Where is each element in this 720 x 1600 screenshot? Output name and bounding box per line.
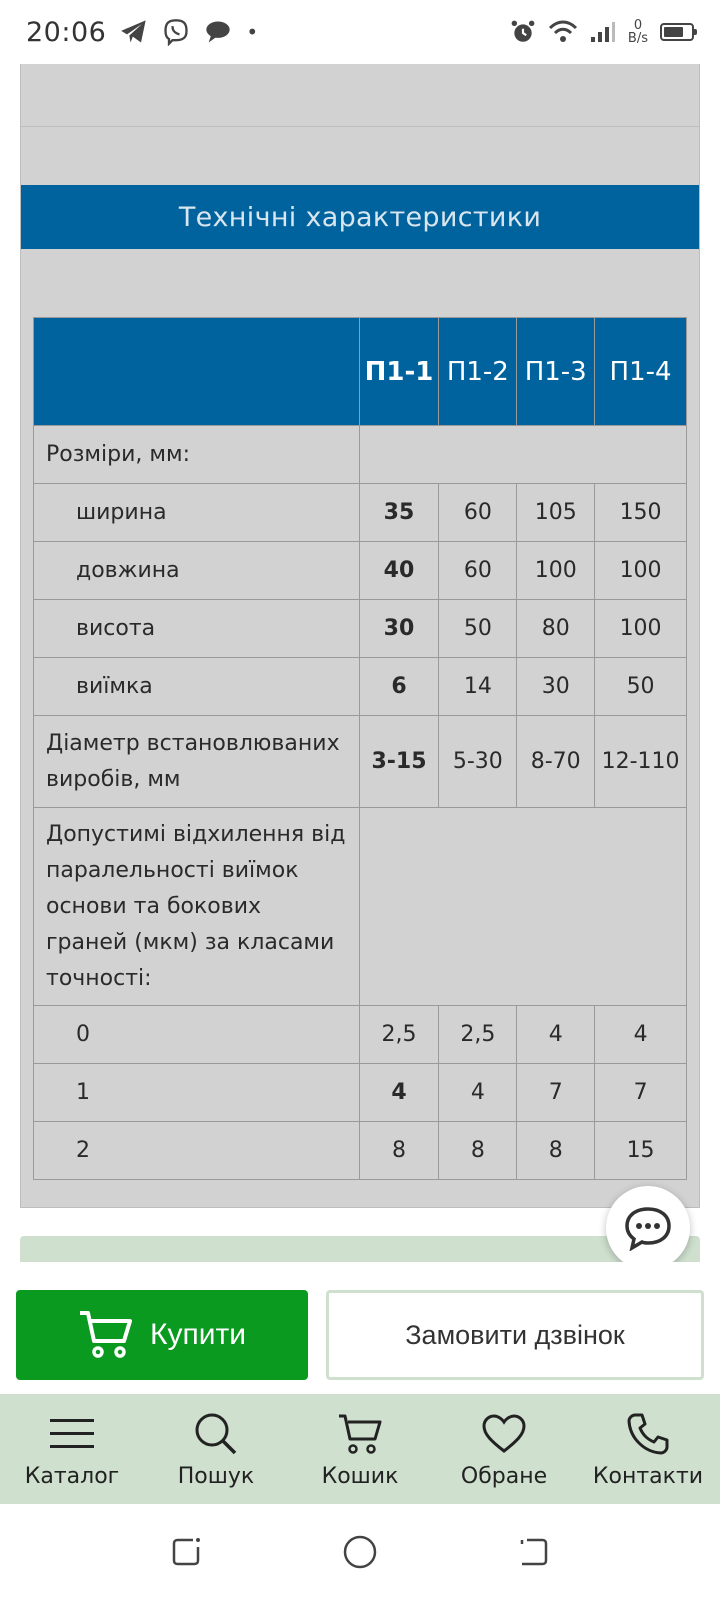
menu-icon — [48, 1416, 96, 1452]
signal-icon — [590, 21, 616, 43]
page-content[interactable] — [0, 64, 720, 1394]
alarm-icon — [510, 19, 536, 45]
cell: 12-110 — [595, 716, 687, 808]
empty-cell — [359, 426, 686, 484]
header-cell-p1-1: П1-1 — [359, 318, 439, 426]
recent-apps-icon[interactable] — [169, 1535, 203, 1569]
cell: 40 — [359, 542, 439, 600]
nav-label: Кошик — [321, 1463, 399, 1489]
wifi-icon — [548, 20, 578, 44]
nav-label: Контакти — [592, 1463, 704, 1489]
cell: 105 — [517, 484, 595, 542]
cell: 4 — [439, 1064, 517, 1122]
row-label: висота — [34, 600, 360, 658]
header-cell-empty — [34, 318, 360, 426]
chat-button[interactable] — [606, 1186, 690, 1270]
cell: 50 — [439, 600, 517, 658]
battery-fill — [664, 27, 683, 37]
telegram-icon — [120, 19, 148, 45]
row-label: ширина — [34, 484, 360, 542]
nav-label: Пошук — [177, 1463, 255, 1489]
cell: 35 — [359, 484, 439, 542]
action-bar — [0, 1262, 720, 1394]
cell: 5-30 — [439, 716, 517, 808]
cell: 7 — [517, 1064, 595, 1122]
cell: 6 — [359, 658, 439, 716]
cell: 2,5 — [359, 1006, 439, 1064]
nav-item-catalog[interactable] — [0, 1394, 144, 1504]
viber-icon — [162, 18, 190, 46]
net-speed: 0 B/s — [627, 18, 648, 46]
search-icon — [194, 1412, 238, 1456]
back-icon[interactable] — [517, 1535, 551, 1569]
table-row — [34, 808, 687, 1006]
status-bar — [0, 0, 720, 64]
cell: 150 — [595, 484, 687, 542]
cart-icon — [337, 1412, 383, 1456]
table-row — [34, 716, 687, 808]
table-row — [34, 1122, 687, 1180]
cell: 100 — [595, 600, 687, 658]
cell: 60 — [439, 542, 517, 600]
cart-icon — [78, 1309, 134, 1361]
cell: 15 — [595, 1122, 687, 1180]
nav-item-favorites[interactable] — [432, 1394, 576, 1504]
cell: 100 — [595, 542, 687, 600]
phone-icon — [626, 1412, 670, 1456]
cell: 3-15 — [359, 716, 439, 808]
row-label: Розміри, мм: — [34, 426, 360, 484]
row-label: Діаметр встановлюваних виробів, мм — [34, 716, 360, 808]
row-label: Допустимі відхилення від паралельності виїмок основи та бокових граней (мкм) за класами точності: — [34, 808, 360, 1006]
status-time: 20:06 — [26, 16, 107, 48]
dot-icon: • — [246, 20, 259, 44]
cell: 2,5 — [439, 1006, 517, 1064]
cell: 50 — [595, 658, 687, 716]
row-label: 2 — [34, 1122, 360, 1180]
specs-card — [20, 126, 700, 1208]
header-cell-p1-2: П1-2 — [439, 318, 517, 426]
cell: 80 — [517, 600, 595, 658]
home-icon[interactable] — [342, 1534, 378, 1570]
table-row — [34, 484, 687, 542]
row-label: 1 — [34, 1064, 360, 1122]
cell: 8 — [439, 1122, 517, 1180]
chat-bubbles-icon — [204, 20, 232, 44]
table-row — [34, 600, 687, 658]
cell: 4 — [595, 1006, 687, 1064]
table-row — [34, 542, 687, 600]
cell: 100 — [517, 542, 595, 600]
order-call-label: Замовити дзвінок — [405, 1319, 625, 1350]
cell: 30 — [517, 658, 595, 716]
header-cell-p1-3: П1-3 — [517, 318, 595, 426]
buy-button[interactable] — [16, 1290, 308, 1380]
system-nav-bar — [0, 1504, 720, 1600]
table-row — [34, 1064, 687, 1122]
nav-label: Обране — [460, 1463, 548, 1489]
empty-cell — [359, 808, 686, 1006]
cell: 8-70 — [517, 716, 595, 808]
cell: 4 — [359, 1064, 439, 1122]
row-label: довжина — [34, 542, 360, 600]
cell: 60 — [439, 484, 517, 542]
cell: 14 — [439, 658, 517, 716]
cell: 4 — [517, 1006, 595, 1064]
cell: 30 — [359, 600, 439, 658]
row-label: 0 — [34, 1006, 360, 1064]
row-label: виїмка — [34, 658, 360, 716]
cell: 8 — [517, 1122, 595, 1180]
nav-item-contacts[interactable] — [576, 1394, 720, 1504]
order-call-button[interactable] — [326, 1290, 704, 1380]
bottom-nav — [0, 1394, 720, 1504]
table-row — [34, 1006, 687, 1064]
buy-label: Купити — [150, 1318, 246, 1351]
table-header-row — [34, 318, 687, 426]
specs-table — [33, 317, 687, 1180]
cell: 8 — [359, 1122, 439, 1180]
nav-label: Каталог — [24, 1463, 120, 1489]
cell: 7 — [595, 1064, 687, 1122]
nav-item-search[interactable] — [144, 1394, 288, 1504]
battery-icon — [660, 23, 694, 41]
table-row — [34, 658, 687, 716]
heart-icon — [481, 1413, 527, 1455]
nav-item-cart[interactable] — [288, 1394, 432, 1504]
header-cell-p1-4: П1-4 — [595, 318, 687, 426]
table-row — [34, 426, 687, 484]
specs-title: Технічні характеристики — [21, 185, 699, 249]
chat-icon — [623, 1205, 673, 1251]
